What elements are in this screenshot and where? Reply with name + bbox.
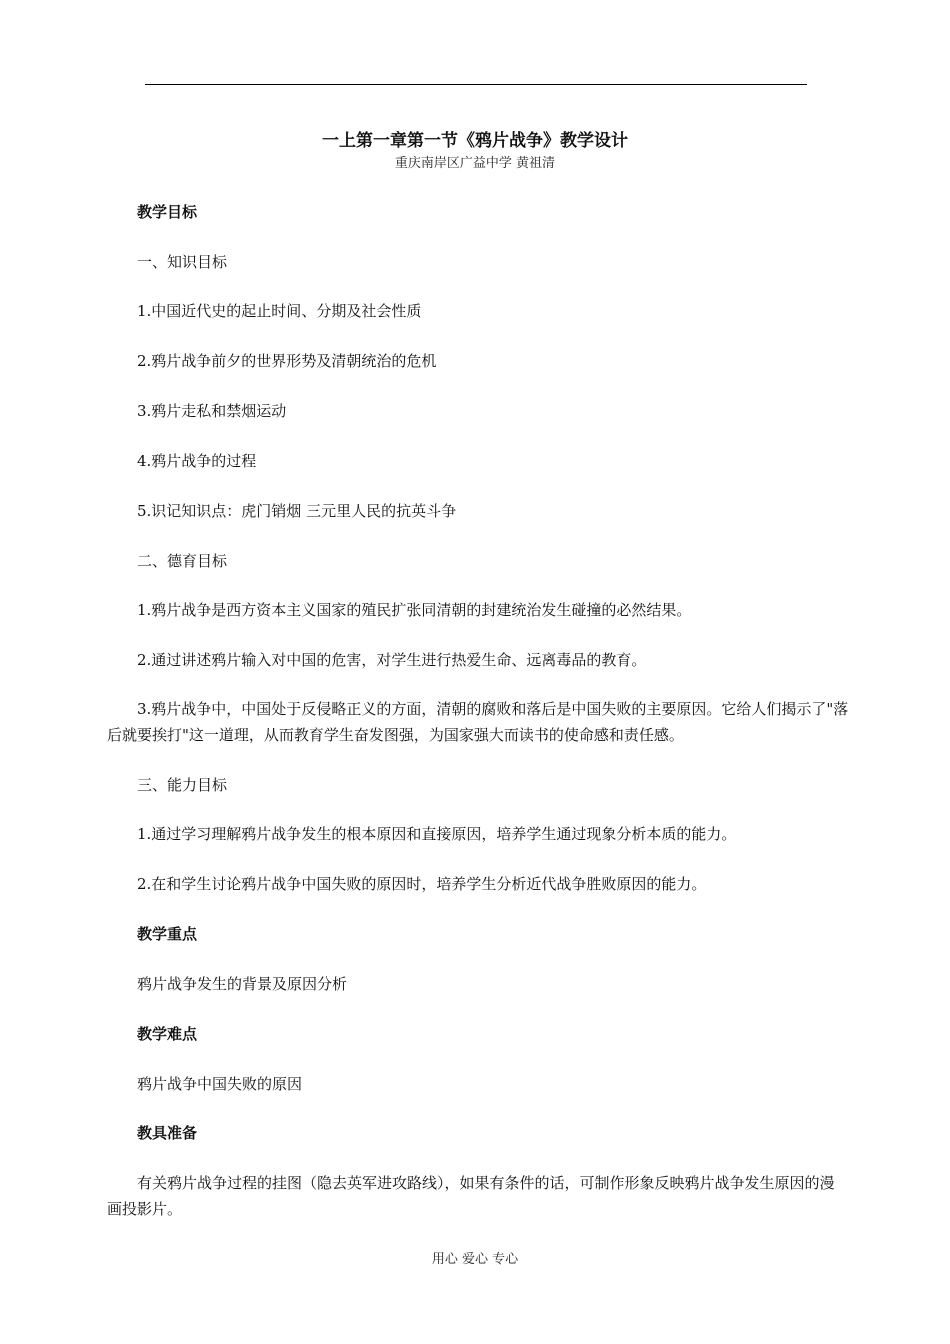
moral-item-paragraph: 3.鸦片战争中，中国处于反侵略正义的方面，清朝的腐败和落后是中国失败的主要原因。它给人们揭示了"落后就要挨打"这一道理，从而教育学生奋发图强，为国家强大而读书的使命感和责任感。 — [107, 700, 849, 744]
section-heading-key-points: 教学重点 — [137, 925, 198, 943]
moral-item: 2.通过讲述鸦片输入对中国的危害，对学生进行热爱生命、远离毒品的教育。 — [137, 651, 647, 669]
knowledge-item: 1.中国近代史的起止时间、分期及社会性质 — [137, 302, 422, 320]
header-rule — [145, 84, 807, 85]
knowledge-item: 2.鸦片战争前夕的世界形势及清朝统治的危机 — [137, 352, 437, 370]
difficulties-text: 鸦片战争中国失败的原因 — [137, 1075, 303, 1093]
page-footer: 用心 爱心 专心 — [431, 1252, 519, 1267]
knowledge-item: 3.鸦片走私和禁烟运动 — [137, 402, 287, 420]
moral-item: 1.鸦片战争是西方资本主义国家的殖民扩张同清朝的封建统治发生碰撞的必然结果。 — [137, 601, 692, 619]
section-heading-difficulties: 教学难点 — [137, 1025, 198, 1043]
materials-paragraph: 有关鸦片战争过程的挂图（隐去英军进攻路线），如果有条件的话，可制作形象反映鸦片战争发生原因的漫画投影片。 — [107, 1174, 835, 1218]
subheading-knowledge: 一、知识目标 — [137, 253, 228, 271]
ability-item: 1.通过学习理解鸦片战争发生的根本原因和直接原因，培养学生通过现象分析本质的能力。 — [137, 825, 737, 843]
author-line: 重庆南岸区广益中学 黄祖清 — [394, 156, 556, 171]
document-title: 一上第一章第一节《鸦片战争》教学设计 — [322, 131, 628, 151]
ability-item: 2.在和学生讨论鸦片战争中国失败的原因时，培养学生分析近代战争胜败原因的能力。 — [137, 875, 707, 893]
section-heading-objectives: 教学目标 — [137, 203, 198, 221]
key-points-text: 鸦片战争发生的背景及原因分析 — [137, 975, 348, 993]
subheading-moral: 二、德育目标 — [137, 552, 228, 570]
section-heading-materials: 教具准备 — [137, 1124, 198, 1142]
knowledge-item: 5.识记知识点：虎门销烟 三元里人民的抗英斗争 — [137, 502, 457, 520]
knowledge-item: 4.鸦片战争的过程 — [137, 452, 257, 470]
subheading-ability: 三、能力目标 — [137, 776, 228, 794]
